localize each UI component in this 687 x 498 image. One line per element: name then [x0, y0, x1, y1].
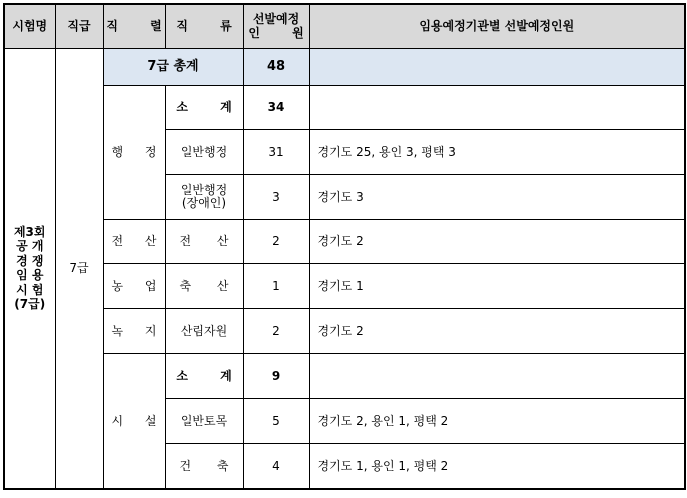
series-agri: 농 업 [103, 264, 165, 309]
recruitment-table [3, 3, 686, 490]
subtotal-count: 9 [243, 354, 309, 399]
table-row [4, 264, 685, 309]
series-facility: 시 설 [103, 354, 165, 489]
distribution-cell: 경기도 2 [309, 309, 685, 354]
kind-cell: 축 산 [165, 264, 243, 309]
kind-cell: 일반행정 (장애인) [165, 175, 243, 220]
header-kind: 직 류 [165, 4, 243, 49]
table-row [4, 309, 685, 354]
total-label: 7급 총계 [103, 49, 243, 86]
distribution-cell [309, 354, 685, 399]
count-cell: 1 [243, 264, 309, 309]
count-cell: 2 [243, 220, 309, 264]
table-row [4, 354, 685, 399]
header-count: 선발예정 인 원 [243, 4, 309, 49]
kind-cell: 건 축 [165, 444, 243, 489]
subtotal-label: 소 계 [165, 354, 243, 399]
header-grade: 직급 [55, 4, 103, 49]
distribution-cell: 경기도 3 [309, 175, 685, 220]
kind-cell: 일반토목 [165, 399, 243, 444]
series-green: 녹 지 [103, 309, 165, 354]
distribution-cell: 경기도 25, 용인 3, 평택 3 [309, 130, 685, 175]
kind-cell: 전 산 [165, 220, 243, 264]
total-row [4, 49, 685, 86]
kind-cell: 일반행정 [165, 130, 243, 175]
header-row [4, 4, 685, 49]
series-computer: 전 산 [103, 220, 165, 264]
header-distribution: 임용예정기관별 선발예정인원 [309, 4, 685, 49]
total-distribution [309, 49, 685, 86]
series-admin: 행 정 [103, 86, 165, 220]
distribution-cell: 경기도 1, 용인 1, 평택 2 [309, 444, 685, 489]
count-cell: 5 [243, 399, 309, 444]
count-cell: 31 [243, 130, 309, 175]
grade-cell: 7급 [55, 49, 103, 489]
table-row [4, 220, 685, 264]
kind-cell: 산림자원 [165, 309, 243, 354]
table-row [4, 86, 685, 130]
distribution-cell: 경기도 2 [309, 220, 685, 264]
count-cell: 2 [243, 309, 309, 354]
exam-name-cell: 제3회 공 개 경 쟁 임 용 시 험 (7급) [4, 49, 55, 489]
distribution-cell: 경기도 1 [309, 264, 685, 309]
distribution-cell: 경기도 2, 용인 1, 평택 2 [309, 399, 685, 444]
subtotal-count: 34 [243, 86, 309, 130]
count-cell: 3 [243, 175, 309, 220]
header-series: 직 렬 [103, 4, 165, 49]
header-exam: 시험명 [4, 4, 55, 49]
total-count: 48 [243, 49, 309, 86]
count-cell: 4 [243, 444, 309, 489]
distribution-cell [309, 86, 685, 130]
subtotal-label: 소 계 [165, 86, 243, 130]
